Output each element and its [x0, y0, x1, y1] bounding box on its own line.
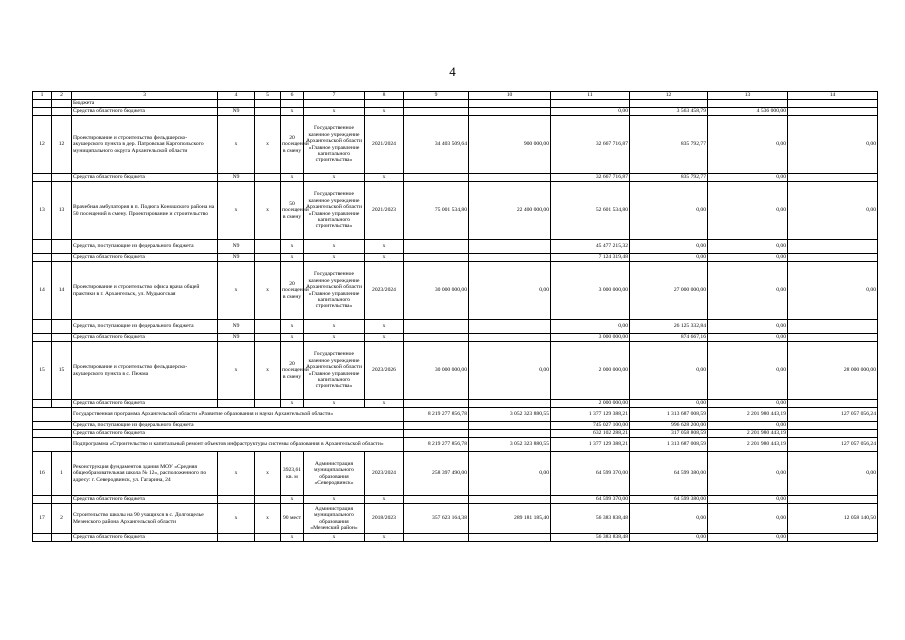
header-cell: 9 — [404, 92, 469, 100]
table-cell — [255, 400, 281, 408]
amount-cell: 0,00 — [708, 174, 788, 182]
source-row — [33, 534, 878, 542]
amount-cell: 0,00 — [708, 496, 788, 504]
table-cell: x — [304, 496, 365, 504]
table-cell: N9 — [218, 334, 255, 342]
amount-cell: 0,00 — [788, 116, 878, 174]
amount-cell: 28 000 000,00 — [788, 342, 878, 400]
amount-cell — [788, 320, 878, 334]
amount-cell: 26 125 332,84 — [630, 320, 708, 334]
amount-cell — [404, 496, 469, 504]
amount-cell: 2 000 000,00 — [551, 342, 630, 400]
table-cell: 13 — [52, 182, 72, 240]
amount-cell: 0,00 — [708, 452, 788, 496]
amount-cell: 0,00 — [708, 254, 788, 262]
budget-table — [32, 91, 878, 542]
table-cell: x — [304, 240, 365, 254]
amount-cell: 0,00 — [630, 400, 708, 408]
table-cell — [218, 100, 255, 108]
table-cell: 90 мест — [281, 504, 304, 534]
source-row — [33, 254, 878, 262]
table-cell: 2023/2024 — [365, 452, 404, 496]
amount-cell: 0,00 — [708, 262, 788, 320]
object-row — [33, 342, 878, 400]
amount-cell: 0,00 — [630, 534, 708, 542]
amount-cell — [469, 174, 551, 182]
amount-cell: 0,00 — [469, 342, 551, 400]
amount-cell — [708, 100, 788, 108]
program-label: Средства областного бюджета — [72, 430, 404, 438]
amount-cell: 8 219 277 856,78 — [404, 438, 469, 452]
table-cell: 20 посещений в смену — [281, 262, 304, 320]
amount-cell: 2 201 980 443,19 — [708, 430, 788, 438]
table-cell — [33, 534, 52, 542]
amount-cell — [404, 400, 469, 408]
table-cell — [365, 100, 404, 108]
program-row — [33, 430, 878, 438]
table-cell — [304, 100, 365, 108]
table-cell: x — [218, 116, 255, 174]
table-cell: x — [218, 504, 255, 534]
table-cell: 20 посещений в смену — [281, 342, 304, 400]
source-row — [33, 400, 878, 408]
table-cell — [255, 174, 281, 182]
amount-cell: 0,00 — [708, 422, 788, 430]
table-cell: x — [365, 320, 404, 334]
description-cell: Бюджета — [72, 100, 218, 108]
header-cell: 12 — [630, 92, 708, 100]
source-row — [33, 240, 878, 254]
table-cell: 14 — [33, 262, 52, 320]
amount-cell: 127 057 056,24 — [788, 408, 878, 422]
table-cell — [52, 174, 72, 182]
table-cell: N9 — [218, 174, 255, 182]
blank-cell — [33, 408, 72, 422]
table-cell: x — [365, 174, 404, 182]
amount-cell: 835 792,77 — [630, 174, 708, 182]
program-row — [33, 422, 878, 430]
amount-cell: 0,00 — [551, 108, 630, 116]
table-cell: x — [218, 262, 255, 320]
amount-cell: 317 058 808,59 — [630, 430, 708, 438]
amount-cell: 0,00 — [788, 182, 878, 240]
table-cell: Государственное казенное учреждение Архангельской области «Главное управление капитального строительства» — [304, 262, 365, 320]
amount-cell: 0,00 — [469, 452, 551, 496]
amount-cell — [469, 334, 551, 342]
amount-cell: 64 599 370,00 — [551, 496, 630, 504]
amount-cell — [469, 100, 551, 108]
amount-cell — [404, 534, 469, 542]
amount-cell — [469, 430, 551, 438]
header-cell: 14 — [788, 92, 878, 100]
table-cell — [255, 534, 281, 542]
table-cell: 13 — [33, 182, 52, 240]
amount-cell: 34 403 509,64 — [404, 116, 469, 174]
amount-cell — [404, 254, 469, 262]
table-cell: x — [281, 174, 304, 182]
amount-cell: 0,00 — [708, 334, 788, 342]
table-cell: N9 — [218, 320, 255, 334]
amount-cell: 0,00 — [630, 254, 708, 262]
table-cell — [218, 534, 255, 542]
amount-cell: 0,00 — [788, 452, 878, 496]
amount-cell — [788, 174, 878, 182]
amount-cell: 30 000 000,00 — [404, 342, 469, 400]
table-cell: Администрация муниципального образования «Северодвинск» — [304, 452, 365, 496]
header-cell: 6 — [281, 92, 304, 100]
table-cell: Государственное казенное учреждение Архангельской области «Главное управление капитального строительства» — [304, 116, 365, 174]
table-cell: N9 — [218, 254, 255, 262]
table-cell — [52, 254, 72, 262]
table-cell: x — [365, 334, 404, 342]
source-row — [33, 320, 878, 334]
amount-cell — [630, 100, 708, 108]
table-cell: x — [255, 342, 281, 400]
table-cell — [33, 240, 52, 254]
page-number: 4 — [449, 64, 456, 79]
table-cell: x — [365, 534, 404, 542]
table-cell: x — [304, 108, 365, 116]
object-row — [33, 182, 878, 240]
table-cell: x — [255, 116, 281, 174]
amount-cell: 3 052 323 880,55 — [469, 408, 551, 422]
amount-cell: 0,00 — [630, 182, 708, 240]
program-label: Государственная программа Архангельской области «Развитие образования и науки Архангельской области» — [72, 408, 404, 422]
program-label: Подпрограмма «Строительство и капитальный ремонт объектов инфраструктуры системы образования в Архангельской области» — [72, 438, 404, 452]
amount-cell: 874 667,16 — [630, 334, 708, 342]
table-cell: x — [281, 254, 304, 262]
amount-cell — [788, 496, 878, 504]
table-cell — [281, 100, 304, 108]
table-cell: x — [281, 534, 304, 542]
amount-cell — [788, 100, 878, 108]
table-cell: Государственное казенное учреждение Архангельской области «Главное управление капитального строительства» — [304, 182, 365, 240]
amount-cell — [404, 174, 469, 182]
amount-cell: 3 052 323 880,55 — [469, 438, 551, 452]
amount-cell: 56 383 838,48 — [551, 504, 630, 534]
amount-cell: 8 219 277 856,78 — [404, 408, 469, 422]
amount-cell: 835 792,77 — [630, 116, 708, 174]
table-cell — [255, 100, 281, 108]
table-cell — [255, 108, 281, 116]
amount-cell: 32 667 716,87 — [551, 116, 630, 174]
table-cell: x — [304, 254, 365, 262]
amount-cell: 2 201 980 443,19 — [708, 438, 788, 452]
table-cell: 2023/2024 — [365, 262, 404, 320]
amount-cell: 64 599 370,00 — [551, 452, 630, 496]
table-body — [33, 92, 878, 542]
amount-cell: 3 000 000,00 — [551, 262, 630, 320]
amount-cell: 900 000,00 — [469, 116, 551, 174]
amount-cell: 75 001 534,80 — [404, 182, 469, 240]
header-cell: 7 — [304, 92, 365, 100]
amount-cell: 0,00 — [469, 262, 551, 320]
amount-cell — [551, 100, 630, 108]
table-cell: x — [365, 400, 404, 408]
table-cell — [52, 334, 72, 342]
table-cell: x — [255, 452, 281, 496]
description-cell: Средства областного бюджета — [72, 174, 218, 182]
amount-cell: 3 563 458,79 — [630, 108, 708, 116]
amount-cell — [404, 422, 469, 430]
amount-cell: 127 057 056,24 — [788, 438, 878, 452]
table-cell: 50 посещений в смену — [281, 182, 304, 240]
header-cell: 8 — [365, 92, 404, 100]
table-cell: 12 — [52, 116, 72, 174]
table-cell: x — [281, 400, 304, 408]
table-cell — [218, 400, 255, 408]
table-cell — [255, 240, 281, 254]
table-cell — [33, 100, 52, 108]
program-label: Средства, поступающие из федерального бюджета — [72, 422, 404, 430]
description-cell: Средства областного бюджета — [72, 534, 218, 542]
table-cell: 16 — [33, 452, 52, 496]
table-cell: x — [281, 240, 304, 254]
object-row — [33, 262, 878, 320]
amount-cell: 32 667 716,87 — [551, 174, 630, 182]
source-row — [33, 108, 878, 116]
table-cell: N9 — [218, 108, 255, 116]
table-cell — [52, 240, 72, 254]
amount-cell — [404, 320, 469, 334]
table-cell: 1 — [52, 452, 72, 496]
amount-cell — [469, 240, 551, 254]
table-cell — [33, 400, 52, 408]
amount-cell — [404, 334, 469, 342]
table-cell: N9 — [218, 240, 255, 254]
table-cell: x — [304, 320, 365, 334]
description-cell: Средства областного бюджета — [72, 254, 218, 262]
description-cell: Средства областного бюджета — [72, 334, 218, 342]
table-cell: Администрация муниципального образования «Мезенский район» — [304, 504, 365, 534]
amount-cell — [788, 422, 878, 430]
blank-cell — [33, 422, 72, 430]
table-cell — [52, 108, 72, 116]
description-cell: Реконструкция фундаментов здания МОУ «Средняя общеобразовательная школа № 12», расположенного по адресу: г. Северодвинск, ул. Гагарина, 24 — [72, 452, 218, 496]
blank-cell — [33, 430, 72, 438]
table-cell: x — [304, 334, 365, 342]
amount-cell: 4 536 000,00 — [708, 108, 788, 116]
blank-cell — [33, 438, 72, 452]
table-cell: x — [218, 452, 255, 496]
source-row — [33, 100, 878, 108]
amount-cell — [469, 108, 551, 116]
amount-cell: 1 377 129 388,21 — [551, 438, 630, 452]
table-cell: 14 — [52, 262, 72, 320]
amount-cell — [788, 240, 878, 254]
table-cell — [52, 534, 72, 542]
header-cell: 5 — [255, 92, 281, 100]
table-cell: Государственное казенное учреждение Архангельской области «Главное управление капитального строительства» — [304, 342, 365, 400]
table-cell: 2 — [52, 504, 72, 534]
table-cell: 2023/2026 — [365, 342, 404, 400]
table-cell: 12 — [33, 116, 52, 174]
amount-cell: 22 400 000,00 — [469, 182, 551, 240]
header-cell: 3 — [72, 92, 218, 100]
source-row — [33, 496, 878, 504]
table-cell — [255, 320, 281, 334]
amount-cell — [788, 430, 878, 438]
amount-cell: 0,00 — [630, 504, 708, 534]
source-row — [33, 334, 878, 342]
table-cell: 15 — [52, 342, 72, 400]
amount-cell: 3 000 000,00 — [551, 334, 630, 342]
table-cell — [255, 334, 281, 342]
table-cell: x — [304, 534, 365, 542]
description-cell: Средства областного бюджета — [72, 496, 218, 504]
amount-cell: 0,00 — [708, 504, 788, 534]
table-cell — [255, 496, 281, 504]
program-row — [33, 408, 878, 422]
amount-cell: 0,00 — [630, 342, 708, 400]
header-cell: 2 — [52, 92, 72, 100]
table-cell: x — [281, 496, 304, 504]
amount-cell: 357 623 164,38 — [404, 504, 469, 534]
table-cell: x — [281, 108, 304, 116]
description-cell: Врачебная амбулатория в п. Подюга Коношского района на 50 посещений в смену. Проектирование и строительство — [72, 182, 218, 240]
table-cell — [52, 496, 72, 504]
description-cell: Средства областного бюджета — [72, 400, 218, 408]
header-cell: 10 — [469, 92, 551, 100]
amount-cell — [788, 254, 878, 262]
amount-cell: 30 000 000,00 — [404, 262, 469, 320]
description-cell: Средства областного бюджета — [72, 108, 218, 116]
table-cell — [33, 496, 52, 504]
amount-cell: 0,00 — [708, 534, 788, 542]
amount-cell: 0,00 — [708, 400, 788, 408]
description-cell: Средства, поступающие из федерального бюджета — [72, 320, 218, 334]
program-row — [33, 438, 878, 452]
table-cell — [33, 108, 52, 116]
object-row — [33, 504, 878, 534]
table-cell: x — [255, 182, 281, 240]
description-cell: Проектирование и строительство фельдшерско-акушерского пункта в дер. Патровская Каргопольского муниципального округа Архангельской области — [72, 116, 218, 174]
amount-cell — [469, 254, 551, 262]
table-cell: x — [304, 174, 365, 182]
table-cell: 2021/2024 — [365, 116, 404, 174]
description-cell: Средства, поступающие из федерального бюджета — [72, 240, 218, 254]
amount-cell — [404, 430, 469, 438]
table-cell: x — [365, 240, 404, 254]
amount-cell: 56 383 838,48 — [551, 534, 630, 542]
amount-cell: 64 599 380,00 — [630, 496, 708, 504]
amount-cell: 996 628 200,00 — [630, 422, 708, 430]
table-cell — [33, 254, 52, 262]
description-cell: Проектирование и строительство офиса врача общей практики в г. Архангельск, ул. Мудьюгская — [72, 262, 218, 320]
header-cell: 11 — [551, 92, 630, 100]
table-cell — [218, 496, 255, 504]
table-cell: x — [304, 400, 365, 408]
table-cell: x — [281, 320, 304, 334]
table-cell: 20 посещений в смену — [281, 116, 304, 174]
amount-cell — [788, 400, 878, 408]
table-cell: x — [365, 108, 404, 116]
amount-cell: 7 124 319,48 — [551, 254, 630, 262]
table-cell: x — [218, 342, 255, 400]
table-cell — [52, 100, 72, 108]
amount-cell — [404, 240, 469, 254]
amount-cell — [469, 534, 551, 542]
table-cell: x — [365, 496, 404, 504]
table-cell: x — [255, 504, 281, 534]
amount-cell: 2 201 980 443,19 — [708, 408, 788, 422]
description-cell: Проектирование и строительство фельдшерско-акушерского пункта в с. Пежма — [72, 342, 218, 400]
amount-cell: 0,00 — [708, 342, 788, 400]
header-cell: 13 — [708, 92, 788, 100]
object-row — [33, 116, 878, 174]
amount-cell: 64 599 380,00 — [630, 452, 708, 496]
table-cell — [33, 334, 52, 342]
table-cell: 15 — [33, 342, 52, 400]
amount-cell: 0,00 — [708, 182, 788, 240]
amount-cell: 1 377 129 388,21 — [551, 408, 630, 422]
amount-cell — [469, 496, 551, 504]
table-cell: 2018/2023 — [365, 504, 404, 534]
amount-cell — [469, 400, 551, 408]
table-cell: x — [281, 334, 304, 342]
amount-cell — [788, 108, 878, 116]
amount-cell: 27 000 000,00 — [630, 262, 708, 320]
description-cell: Строительство школы на 90 учащихся в с. Долгощелье Мезенского района Архангельской области — [72, 504, 218, 534]
amount-cell: 0,00 — [788, 262, 878, 320]
table-cell — [52, 400, 72, 408]
amount-cell: 289 181 185,40 — [469, 504, 551, 534]
header-row — [33, 92, 878, 100]
amount-cell — [469, 320, 551, 334]
table-cell: 17 — [33, 504, 52, 534]
amount-cell: 0,00 — [708, 116, 788, 174]
table-cell: x — [218, 182, 255, 240]
table-cell — [33, 320, 52, 334]
amount-cell: 1 313 687 008,59 — [630, 438, 708, 452]
amount-cell: 0,00 — [630, 240, 708, 254]
source-row — [33, 174, 878, 182]
table-cell — [33, 174, 52, 182]
amount-cell: 2 000 000,00 — [551, 400, 630, 408]
table-cell — [52, 320, 72, 334]
amount-cell — [788, 534, 878, 542]
table-cell — [255, 254, 281, 262]
object-row — [33, 452, 878, 496]
table-cell: x — [365, 254, 404, 262]
amount-cell — [404, 108, 469, 116]
amount-cell: 0,00 — [708, 320, 788, 334]
amount-cell: 12 058 140,50 — [788, 504, 878, 534]
amount-cell: 632 102 288,21 — [551, 430, 630, 438]
amount-cell: 0,00 — [551, 320, 630, 334]
amount-cell: 745 027 100,00 — [551, 422, 630, 430]
table-cell: 3923,61 кв. м — [281, 452, 304, 496]
amount-cell: 1 313 687 008,59 — [630, 408, 708, 422]
amount-cell: 258 397 490,00 — [404, 452, 469, 496]
amount-cell — [404, 100, 469, 108]
amount-cell: 45 477 215,32 — [551, 240, 630, 254]
amount-cell: 52 601 534,80 — [551, 182, 630, 240]
table-cell: x — [255, 262, 281, 320]
header-cell: 1 — [33, 92, 52, 100]
amount-cell — [469, 422, 551, 430]
amount-cell: 0,00 — [708, 240, 788, 254]
amount-cell — [788, 334, 878, 342]
table-cell: 2021/2023 — [365, 182, 404, 240]
header-cell: 4 — [218, 92, 255, 100]
